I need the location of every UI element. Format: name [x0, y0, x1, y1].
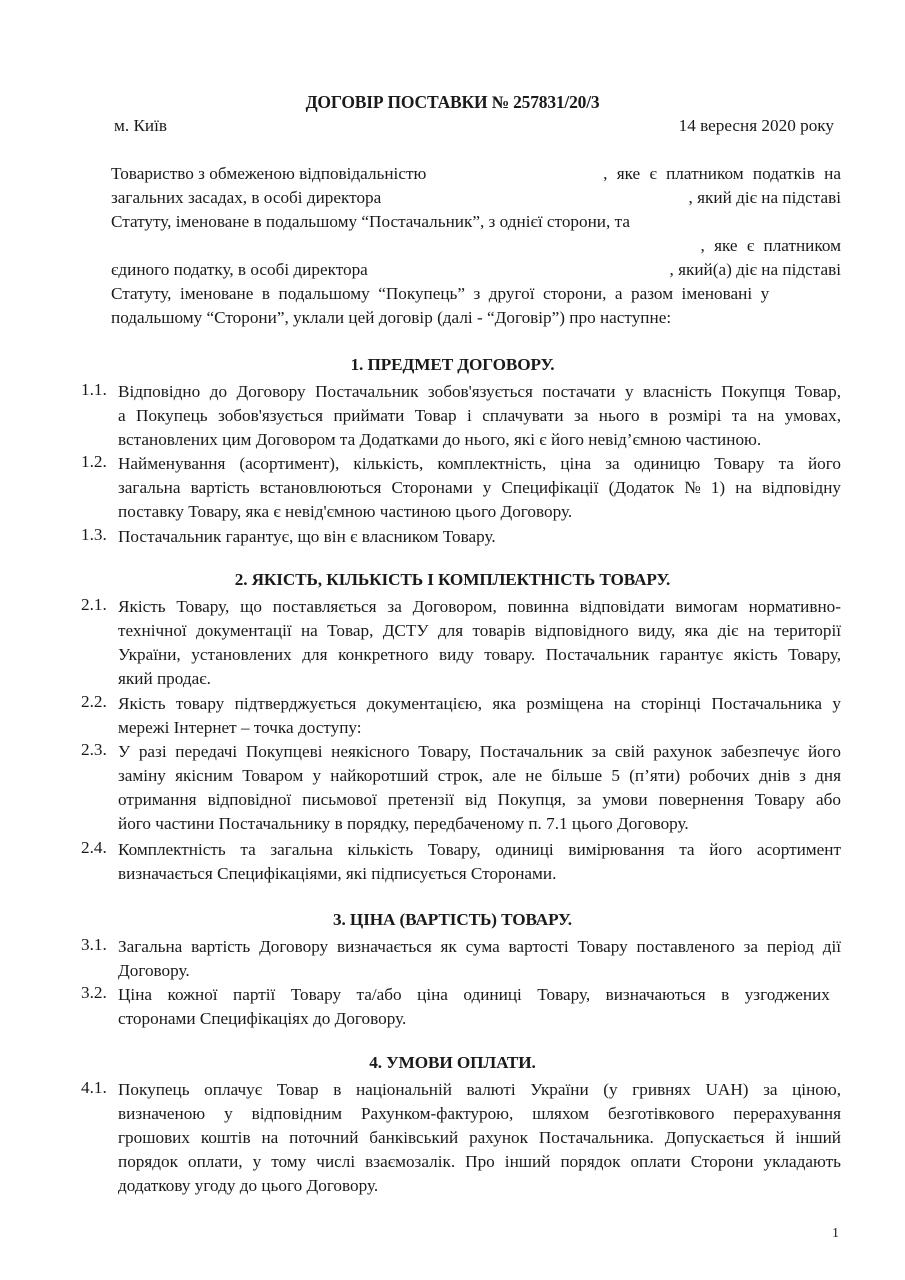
- clause-line: Договору.: [118, 961, 190, 980]
- clause-number: 1.3.: [81, 525, 107, 544]
- clause-text: [118, 983, 841, 1031]
- clause-number: 4.1.: [81, 1078, 107, 1097]
- contract-date: 14 вересня 2020 року: [678, 116, 834, 135]
- preamble-text: загальних засадах, в особі директора: [111, 188, 382, 207]
- preamble-line: [111, 258, 841, 282]
- clause-line: У разі передачі Покупцеві неякісного Товару, Постачальник за свій рахунок забезпечує його: [118, 742, 841, 761]
- preamble-line: [111, 186, 841, 210]
- page-number: 1: [832, 1226, 839, 1241]
- clause-text: [118, 595, 841, 691]
- clause-line: визначеною у відповідним Рахунком-фактурою, шляхом безготівкового перерахування: [118, 1104, 841, 1123]
- clause-line: який продає.: [118, 669, 211, 688]
- clause-text: [118, 935, 841, 983]
- clause-line: України, установлених для конкретного виду товару. Постачальник гарантує якість Товару,: [118, 645, 841, 664]
- clause-line: його частини Постачальнику в порядку, передбаченому п. 7.1 цього Договору.: [118, 814, 689, 833]
- preamble-text: , який діє на підставі: [688, 188, 841, 207]
- section-heading: 1. ПРЕДМЕТ ДОГОВОРУ.: [350, 355, 555, 374]
- clause-line: Постачальник гарантує, що він є власником Товару.: [118, 527, 496, 546]
- preamble-text: Статуту, іменоване в подальшому “Постачальник”, з однієї сторони, та: [111, 212, 630, 231]
- section-heading: 3. ЦІНА (ВАРТІСТЬ) ТОВАРУ.: [333, 910, 572, 929]
- clause-line: Відповідно до Договору Постачальник зобов'язується постачати у власність Покупця Товар,: [118, 382, 841, 401]
- preamble-text: , яке є платником податків на: [603, 164, 841, 183]
- clause-text: [118, 525, 841, 549]
- clause-text: [118, 1078, 841, 1198]
- preamble-line: [111, 210, 841, 234]
- clause-line: Загальна вартість Договору визначається як сума вартості Товару поставленого за період дії: [118, 937, 841, 956]
- clause-number: 1.1.: [81, 380, 107, 399]
- clause-text: [118, 740, 841, 836]
- document-title: ДОГОВІР ПОСТАВКИ № 257831/20/3: [305, 92, 600, 112]
- clause-text: [118, 452, 841, 524]
- clause-number: 2.3.: [81, 740, 107, 759]
- preamble-line: [111, 234, 841, 258]
- clause-line: поставку Товару, яка є невід'ємною частиною цього Договору.: [118, 502, 573, 521]
- section-heading: 2. ЯКІСТЬ, КІЛЬКІСТЬ І КОМПЛЕКТНІСТЬ ТОВАРУ.: [234, 570, 671, 589]
- clause-line: технічної документації на Товар, ДСТУ для товарів відповідного виду, яка діє на території: [118, 621, 841, 640]
- clause-line: додаткову угоду до цього Договору.: [118, 1176, 379, 1195]
- clause-line: Покупець оплачує Товар в національній валюті України (у гривнях UAH) за ціною,: [118, 1080, 841, 1099]
- clause-line: Якість товару підтверджується документацією, яка розміщена на сторінці Постачальника у: [118, 694, 841, 713]
- clause-number: 1.2.: [81, 452, 107, 471]
- clause-line: визначається Специфікаціями, які підписується Сторонами.: [118, 864, 557, 883]
- clause-number: 2.1.: [81, 595, 107, 614]
- clause-text: [118, 380, 841, 452]
- clause-number: 3.1.: [81, 935, 107, 954]
- clause-line: заміну якісним Товаром у найкоротший строк, але не більше 5 (п’яти) робочих днів з дня: [118, 766, 841, 785]
- preamble-text: , яке є платником: [700, 236, 841, 255]
- clause-line: встановлених цим Договором та Додатками до нього, які є його невід’ємною частиною.: [118, 430, 762, 449]
- place-date-row: [114, 116, 834, 138]
- clause-line: а Покупець зобов'язується приймати Товар і сплачувати за нього в розмірі та на умовах,: [118, 406, 841, 425]
- clause-number: 2.2.: [81, 692, 107, 711]
- preamble-text: Статуту, іменоване в подальшому “Покупець” з другої сторони, а разом іменовані у: [111, 284, 770, 303]
- clause-line: загальна вартість встановлюються Сторонами у Специфікації (Додаток № 1) на відповідну: [118, 478, 841, 497]
- clause-text: [118, 692, 841, 740]
- contract-place: м. Київ: [114, 116, 168, 135]
- clause-line: Ціна кожної партії Товару та/або ціна одиниці Товару, визначаються в узгоджених: [118, 985, 830, 1004]
- preamble-line: [111, 162, 841, 186]
- clause-line: порядок оплати, у тому числі взаємозалік. Про інший порядок оплати Сторони укладають: [118, 1152, 841, 1171]
- clause-line: мережі Інтернет – точка доступу:: [118, 718, 362, 737]
- preamble-text: Товариство з обмеженою відповідальністю: [111, 164, 427, 183]
- clause-number: 3.2.: [81, 983, 107, 1002]
- clause-number: 2.4.: [81, 838, 107, 857]
- preamble-text: подальшому “Сторони”, уклали цей договір (далі - “Договір”) про наступне:: [111, 308, 672, 327]
- clause-line: Комплектність та загальна кількість Товару, одиниці вимірювання та його асортимент: [118, 840, 841, 859]
- clause-text: [118, 838, 841, 886]
- preamble-line: [111, 306, 841, 330]
- section-heading: 4. УМОВИ ОПЛАТИ.: [369, 1053, 536, 1072]
- preamble-line: [111, 282, 841, 306]
- clause-line: сторонами Специфікаціях до Договору.: [118, 1009, 407, 1028]
- preamble-text: , який(а) діє на підставі: [669, 260, 841, 279]
- clause-line: Найменування (асортимент), кількість, комплектність, ціна за одиницю Товару та його: [118, 454, 841, 473]
- clause-line: грошових коштів на поточний банківський рахунок Постачальника. Допускається й інший: [118, 1128, 841, 1147]
- preamble: [111, 162, 841, 330]
- clause-line: Якість Товару, що поставляється за Договором, повинна відповідати вимогам нормативно-: [118, 597, 841, 616]
- clause-line: отримання відповідної письмової претензії від Покупця, за умови повернення Товару або: [118, 790, 841, 809]
- preamble-text: єдиного податку, в особі директора: [111, 260, 368, 279]
